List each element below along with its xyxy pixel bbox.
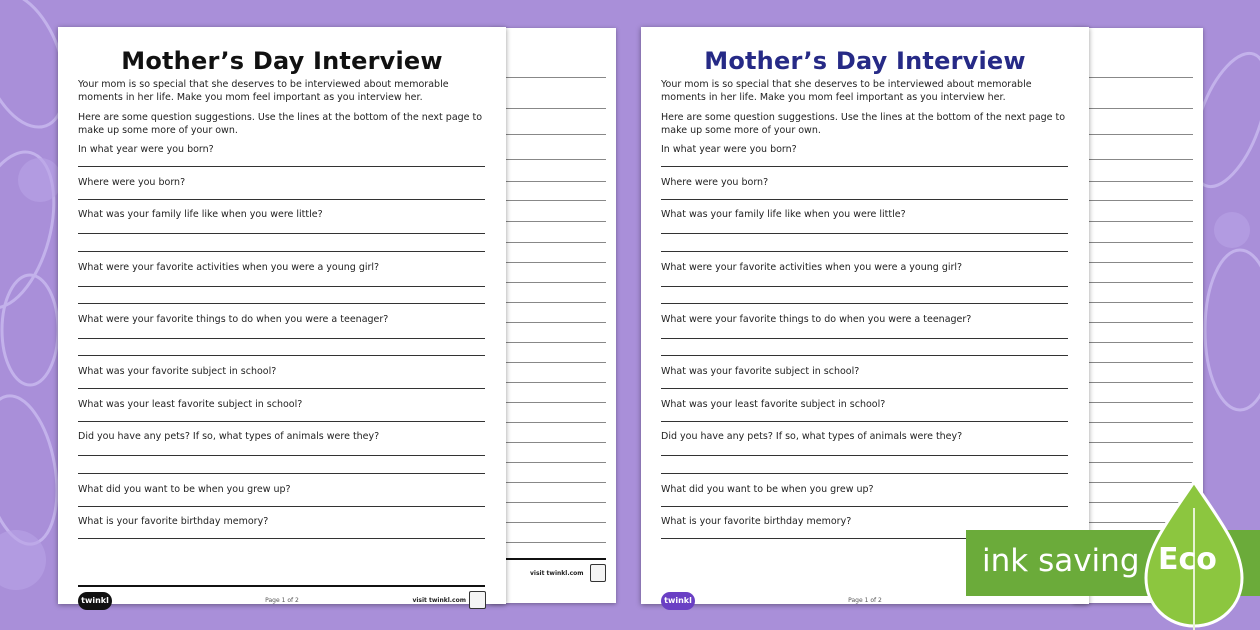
worksheet-page-left xyxy=(58,27,506,604)
answer-line xyxy=(1085,262,1193,263)
question: What were your favorite things to do when you were a teenager? xyxy=(78,314,389,325)
footer-rule xyxy=(502,558,606,560)
page-number: Page 1 of 2 xyxy=(848,597,882,604)
answer-line xyxy=(502,108,606,109)
answer-line xyxy=(1085,402,1193,403)
question: Where were you born? xyxy=(78,177,186,188)
question: What did you want to be when you grew up? xyxy=(78,484,291,495)
answer-line[interactable] xyxy=(661,506,1068,507)
question: What was your least favorite subject in school? xyxy=(661,399,886,410)
answer-line[interactable] xyxy=(661,199,1068,200)
answer-line xyxy=(502,77,606,78)
answer-line xyxy=(502,322,606,323)
answer-line xyxy=(502,382,606,383)
answer-line xyxy=(1085,342,1193,343)
question: What did you want to be when you grew up? xyxy=(661,484,874,495)
answer-line[interactable] xyxy=(78,199,485,200)
answer-line xyxy=(502,181,606,182)
answer-line[interactable] xyxy=(78,338,485,339)
answer-line xyxy=(502,221,606,222)
question: Where were you born? xyxy=(661,177,769,188)
back-page-left xyxy=(490,28,616,603)
answer-line[interactable] xyxy=(78,538,485,539)
answer-line[interactable] xyxy=(661,421,1068,422)
visit-link: visit twinkl.com xyxy=(530,570,584,577)
answer-line xyxy=(502,282,606,283)
answer-line xyxy=(1085,181,1193,182)
answer-line[interactable] xyxy=(78,455,485,456)
question: What was your favorite subject in school? xyxy=(78,366,277,377)
answer-line xyxy=(502,302,606,303)
page-title: Mother’s Day Interview xyxy=(704,47,1026,75)
answer-line[interactable] xyxy=(661,388,1068,389)
answer-line xyxy=(1085,77,1193,78)
answer-line[interactable] xyxy=(661,303,1068,304)
twinkl-logo: twinkl xyxy=(661,592,695,610)
answer-line xyxy=(1085,200,1193,201)
answer-line xyxy=(502,362,606,363)
twinkl-logo: twinkl xyxy=(78,592,112,610)
answer-line[interactable] xyxy=(78,421,485,422)
answer-line xyxy=(502,134,606,135)
answer-line xyxy=(502,522,606,523)
question: What was your favorite subject in school? xyxy=(661,366,860,377)
answer-line[interactable] xyxy=(78,286,485,287)
answer-line xyxy=(1085,462,1193,463)
answer-line[interactable] xyxy=(661,233,1068,234)
answer-line[interactable] xyxy=(78,473,485,474)
question: What was your least favorite subject in school? xyxy=(78,399,303,410)
question: What was your family life like when you were little? xyxy=(661,209,906,220)
answer-line xyxy=(502,442,606,443)
instructions-paragraph: Here are some question suggestions. Use the lines at the bottom of the next page to make up some more of your own. xyxy=(661,112,1066,136)
answer-line xyxy=(502,542,606,543)
answer-line xyxy=(502,262,606,263)
answer-line xyxy=(502,422,606,423)
answer-line[interactable] xyxy=(661,455,1068,456)
answer-line xyxy=(502,200,606,201)
answer-line xyxy=(1085,242,1193,243)
question: Did you have any pets? If so, what types of animals were they? xyxy=(78,431,380,442)
answer-line xyxy=(502,462,606,463)
intro-paragraph: Your mom is so special that she deserves to be interviewed about memorable moments in her life. Make you mom feel important as you interview her. xyxy=(78,79,449,103)
answer-line xyxy=(1085,382,1193,383)
answer-line xyxy=(1085,159,1193,160)
answer-line[interactable] xyxy=(78,166,485,167)
answer-line[interactable] xyxy=(78,233,485,234)
answer-line xyxy=(1085,221,1193,222)
answer-line xyxy=(1085,108,1193,109)
answer-line xyxy=(1085,422,1193,423)
answer-line xyxy=(502,482,606,483)
answer-line[interactable] xyxy=(78,355,485,356)
instructions-paragraph: Here are some question suggestions. Use the lines at the bottom of the next page to make up some more of your own. xyxy=(78,112,483,136)
answer-line xyxy=(1085,442,1193,443)
answer-line[interactable] xyxy=(661,473,1068,474)
quality-badge xyxy=(469,591,486,609)
answer-line[interactable] xyxy=(78,388,485,389)
quality-badge xyxy=(590,564,606,582)
answer-line xyxy=(502,402,606,403)
question: What were your favorite things to do when you were a teenager? xyxy=(661,314,972,325)
intro-paragraph: Your mom is so special that she deserves to be interviewed about memorable moments in her life. Make you mom feel important as you interview her. xyxy=(661,79,1032,103)
question: What is your favorite birthday memory? xyxy=(78,516,269,527)
answer-line xyxy=(502,342,606,343)
question: In what year were you born? xyxy=(661,144,797,155)
question: What is your favorite birthday memory? xyxy=(661,516,852,527)
answer-line[interactable] xyxy=(661,338,1068,339)
question: What were your favorite activities when you were a young girl? xyxy=(661,262,963,273)
answer-line[interactable] xyxy=(661,166,1068,167)
answer-line xyxy=(1085,362,1193,363)
eco-label: Eco xyxy=(1158,542,1217,577)
answer-line xyxy=(502,242,606,243)
answer-line xyxy=(1085,134,1193,135)
ink-saving-label: ink saving xyxy=(982,543,1140,579)
question: What was your family life like when you were little? xyxy=(78,209,323,220)
question: In what year were you born? xyxy=(78,144,214,155)
question: What were your favorite activities when you were a young girl? xyxy=(78,262,380,273)
answer-line[interactable] xyxy=(661,251,1068,252)
answer-line xyxy=(502,159,606,160)
worksheet-page-right xyxy=(641,27,1089,604)
answer-line xyxy=(502,502,606,503)
answer-line[interactable] xyxy=(661,286,1068,287)
page-number: Page 1 of 2 xyxy=(265,597,299,604)
answer-line xyxy=(1085,282,1193,283)
page-title: Mother’s Day Interview xyxy=(121,47,443,75)
answer-line xyxy=(1085,302,1193,303)
question: Did you have any pets? If so, what types of animals were they? xyxy=(661,431,963,442)
answer-line[interactable] xyxy=(661,355,1068,356)
answer-line[interactable] xyxy=(78,251,485,252)
footer-rule xyxy=(78,585,485,587)
answer-line[interactable] xyxy=(78,303,485,304)
answer-line xyxy=(1085,322,1193,323)
answer-line[interactable] xyxy=(78,506,485,507)
visit-link: visit twinkl.com xyxy=(412,597,466,604)
